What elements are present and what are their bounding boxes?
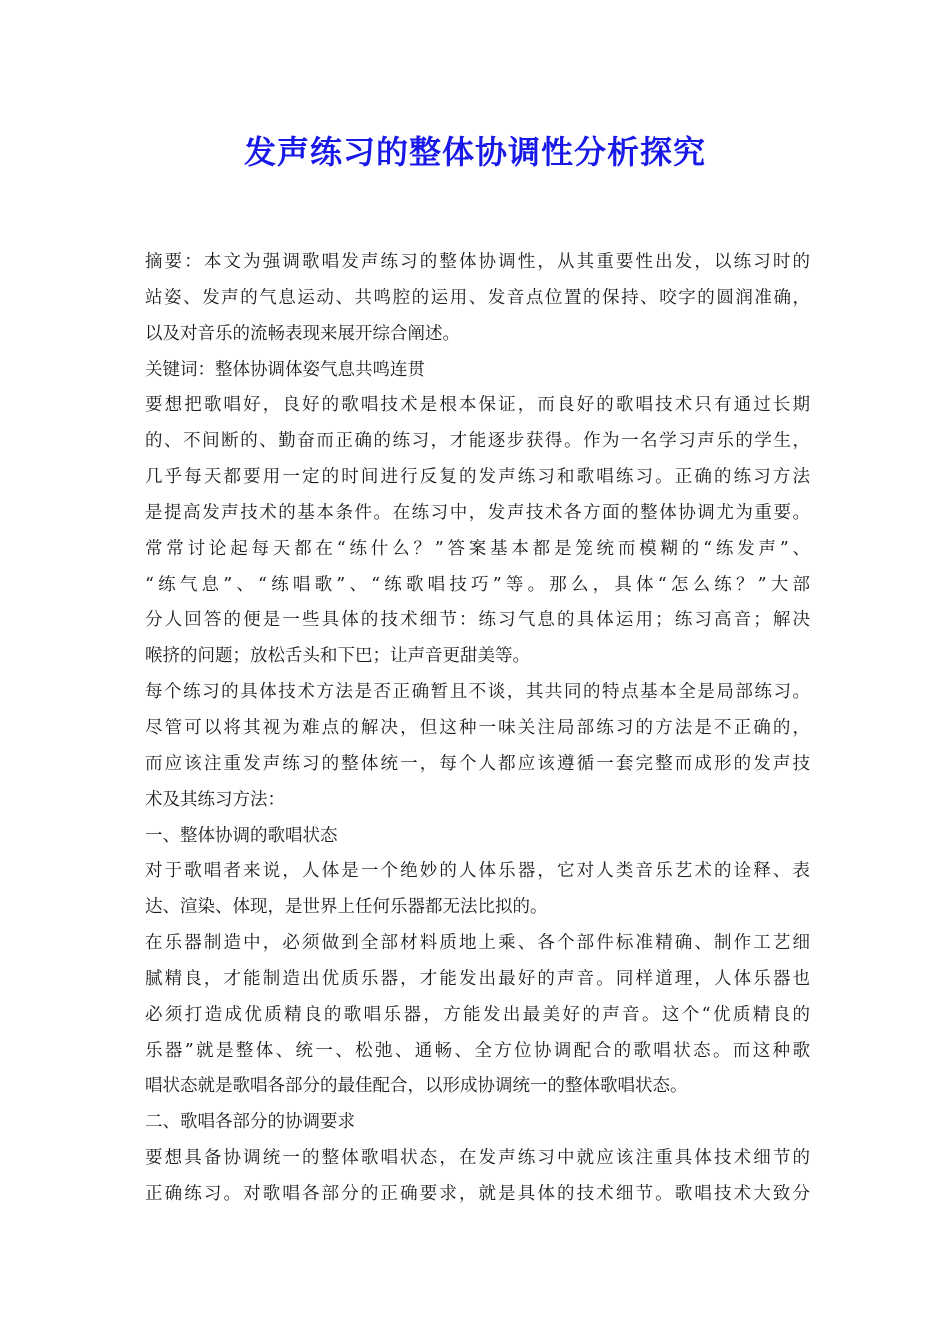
text-line: 以及对音乐的流畅表现来展开综合阐述。: [145, 323, 460, 344]
text-line: 站姿、发声的气息运动、共鸣腔的运用、发音点位置的保持、咬字的圆润准确，: [145, 287, 810, 308]
text-line: 二、歌唱各部分的协调要求: [145, 1112, 355, 1133]
text-line: 正确练习。对歌唱各部分的正确要求，就是具体的技术细节。歌唱技术大致分: [145, 1183, 810, 1204]
text-line: 在乐器制造中，必须做到全部材料质地上乘、各个部件标准精确、制作工艺细: [145, 933, 810, 954]
text-line: 一、整体协调的歌唱状态: [145, 825, 338, 846]
text-line: “练气息”、“练唱歌”、“练歌唱技巧”等。那么，具体“怎么练？”大部: [145, 574, 810, 595]
text-line: 几乎每天都要用一定的时间进行反复的发声练习和歌唱练习。正确的练习方法: [145, 467, 810, 488]
text-line: 要想具备协调统一的整体歌唱状态，在发声练习中就应该注重具体技术细节的: [145, 1148, 810, 1169]
text-line: 的、不间断的、勤奋而正确的练习，才能逐步获得。作为一名学习声乐的学生，: [145, 431, 810, 452]
text-line: 对于歌唱者来说，人体是一个绝妙的人体乐器，它对人类音乐艺术的诠释、表: [145, 861, 810, 882]
text-line: 唱状态就是歌唱各部分的最佳配合，以形成协调统一的整体歌唱状态。: [145, 1076, 688, 1097]
text-line: 关键词：整体协调体姿气息共鸣连贯: [145, 359, 425, 380]
text-line: 是提高发声技术的基本条件。在练习中，发声技术各方面的整体协调尤为重要。: [145, 502, 810, 523]
text-line: 腻精良，才能制造出优质乐器，才能发出最好的声音。同样道理，人体乐器也: [145, 968, 810, 989]
document-title: 发声练习的整体协调性分析探究: [243, 133, 706, 171]
document-body: [145, 245, 810, 1213]
text-line: 每个练习的具体技术方法是否正确暂且不谈，其共同的特点基本全是局部练习。: [145, 682, 810, 703]
text-line: 达、渲染、体现，是世界上任何乐器都无法比拟的。: [145, 897, 548, 918]
text-line: 分人回答的便是一些具体的技术细节：练习气息的具体运用；练习高音；解决: [145, 610, 810, 631]
text-line: 术及其练习方法：: [145, 789, 285, 810]
text-line: 必须打造成优质精良的歌唱乐器，方能发出最美好的声音。这个“优质精良的: [145, 1004, 810, 1025]
text-line: 尽管可以将其视为难点的解决，但这种一味关注局部练习的方法是不正确的，: [145, 717, 810, 738]
text-line: 摘要：本文为强调歌唱发声练习的整体协调性，从其重要性出发，以练习时的: [145, 252, 810, 272]
text-line: 常常讨论起每天都在“练什么？”答案基本都是笼统而模糊的“练发声”、: [145, 538, 810, 559]
text-line: 而应该注重发声练习的整体统一，每个人都应该遵循一套完整而成形的发声技: [145, 753, 810, 774]
text-line: 乐器”就是整体、统一、松弛、通畅、全方位协调配合的歌唱状态。而这种歌: [145, 1040, 810, 1061]
text-line: 要想把歌唱好，良好的歌唱技术是根本保证，而良好的歌唱技术只有通过长期: [145, 395, 810, 416]
text-line: 喉挤的问题；放松舌头和下巴；让声音更甜美等。: [145, 646, 530, 667]
